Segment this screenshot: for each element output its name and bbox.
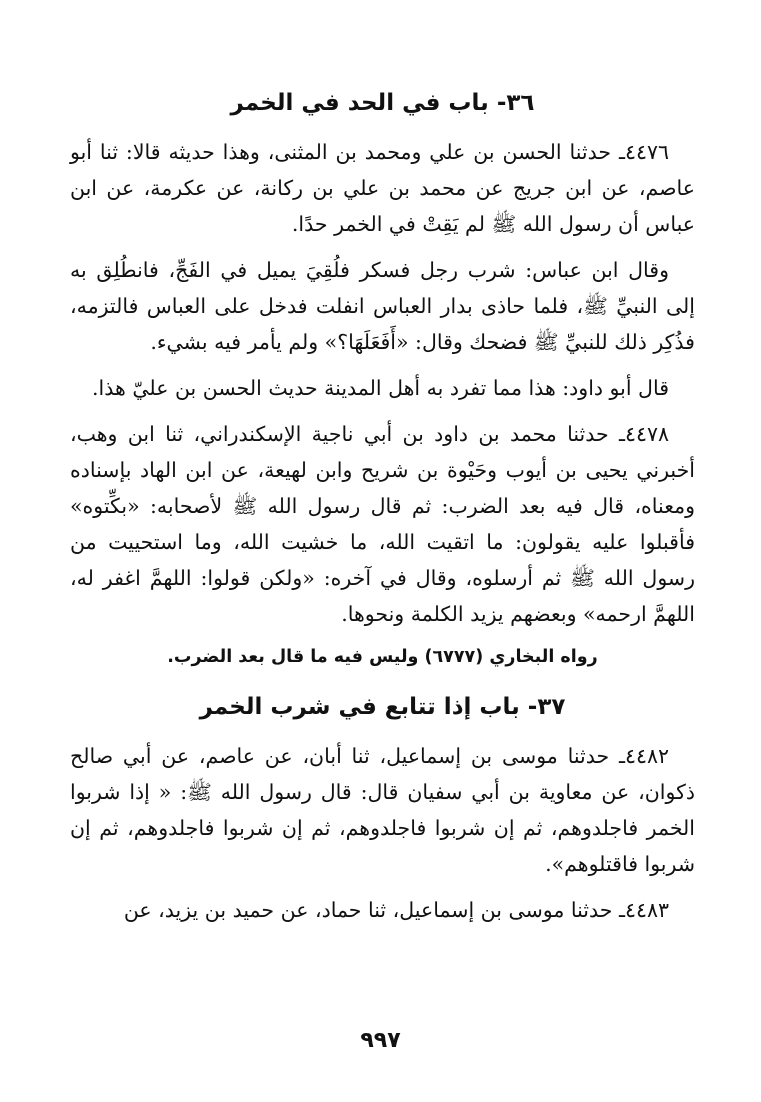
commentary-paragraph: قال أبو داود: هذا مما تفرد به أهل المدينة حديث الحسن بن عليّ هذا. (92, 376, 669, 400)
book-page (70, 86, 695, 938)
hadith-paragraph: ٤٤٨٣ـ حدثنا موسى بن إسماعيل، ثنا حماد، عن حميد بن يزيد، عن (123, 898, 669, 922)
hadith-paragraph: ٤٤٧٨ـ حدثنا محمد بن داود بن أبي ناجية الإسكندراني، ثنا ابن وهب، أخبرني يحيى بن أيوب وحَيْوة بن شريح وابن لهيعة، عن ابن الهاد بإسناده ومعناه، قال فيه بعد الضرب: ثم قال رسول الله ﷺ لأصحابه: «بكِّتوه» فأقبلوا عليه يقولون: ما اتقيت الله، ما خشيت الله، وما استحييت من رسول الله ﷺ ثم أرسلوه، وقال في آخره: «ولكن قولوا: اللهمَّ اغفر له، اللهمَّ ارحمه» وبعضهم يزيد الكلمة ونحوها. (70, 422, 695, 626)
page-number: ٩٩٧ (360, 1028, 401, 1053)
hadith-paragraph: ٤٤٨٢ـ حدثنا موسى بن إسماعيل، ثنا أبان، عن عاصم، عن أبي صالح ذكوان، عن معاوية بن أبي سفيان قال: قال رسول الله ﷺ: « إذا شربوا الخمر فاجلدوهم، ثم إن شربوا فاجلدوهم، ثم إن شربوا فاجلدوهم، ثم إن شربوا فاقتلوهم». (70, 744, 695, 876)
hadith-paragraph: ٤٤٧٦ـ حدثنا الحسن بن علي ومحمد بن المثنى، وهذا حديثه قالا: ثنا أبو عاصم، عن ابن جريج عن محمد بن علي بن ركانة، عن عكرمة، عن ابن عباس أن رسول الله ﷺ لم يَقِتْ في الخمر حدًا. (70, 140, 695, 236)
chapter-title: ٣٦- باب في الحد في الخمر (230, 90, 535, 116)
hadith-paragraph: وقال ابن عباس: شرب رجل فسكر فلُقِيَ يميل في الفَجِّ، فانطُلِق به إلى النبيِّ ﷺ، فلما حاذى بدار العباس انفلت فدخل على العباس فالتزمه، فذُكِر ذلك للنبيِّ ﷺ فضحك وقال: «أَفَعَلَهَا؟» ولم يأمر فيه بشيء. (70, 258, 695, 354)
chapter-title: ٣٧- باب إذا تتابع في شرب الخمر (199, 694, 566, 720)
takhrij-note: رواه البخاري (٦٧٧٧) وليس فيه ما قال بعد الضرب. (167, 647, 598, 667)
